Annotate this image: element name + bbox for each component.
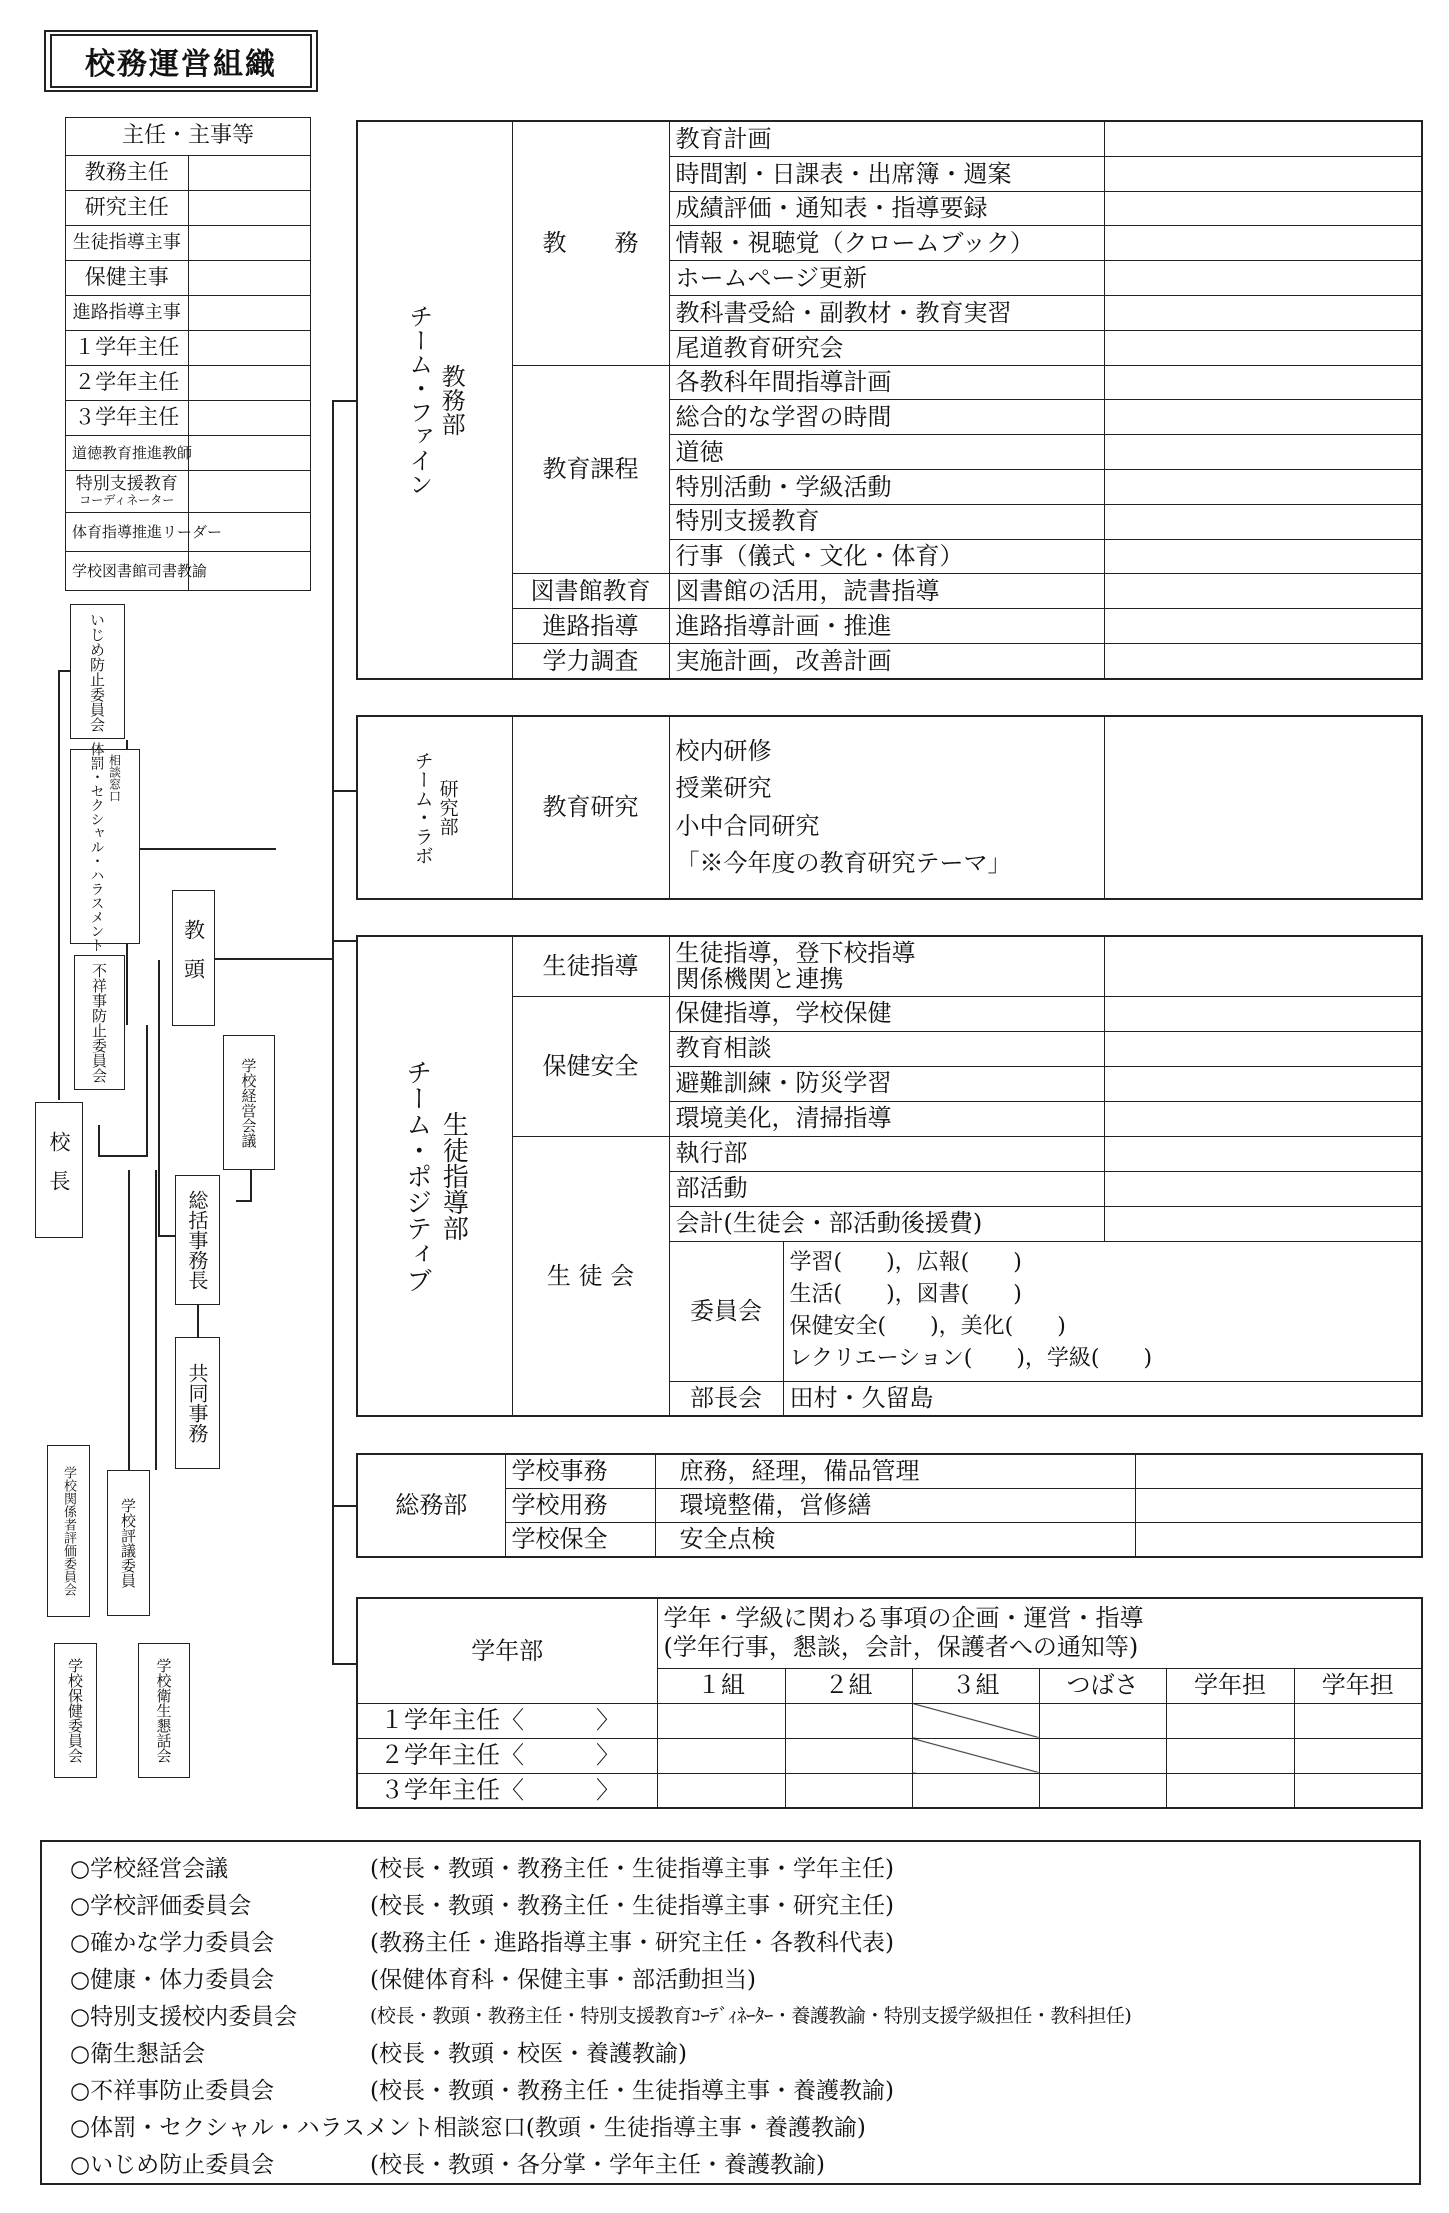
task: 小中合同研究	[675, 811, 820, 840]
branch-fine	[332, 400, 357, 402]
assignee-cell	[1104, 156, 1422, 191]
assignee-cell	[1104, 996, 1422, 1031]
connector	[158, 960, 160, 1235]
committee-row	[70, 1959, 1419, 1996]
gakunen-desc: 学年・学級に関わる事項の企画・運営・指導	[663, 1604, 1144, 1633]
connector	[207, 958, 332, 960]
assignee-cell	[1104, 226, 1422, 261]
somu-table	[356, 1453, 1421, 1558]
seito-shido-area: 生徒指導	[512, 936, 669, 996]
role-name-cell	[188, 261, 311, 296]
assignee-cell	[1104, 435, 1422, 470]
class-cell	[657, 1738, 785, 1773]
team-labo-name: チーム・ラボ	[411, 750, 434, 865]
assignee-cell	[1104, 1031, 1422, 1066]
committee-name: ○体罰・セクシャル・ハラスメント相談窓口	[70, 2115, 526, 2141]
task: 生活( )，図書( )	[789, 1282, 1022, 1308]
role-name-cell	[188, 156, 311, 191]
ijime-committee-label: いじめ防止委員会	[88, 611, 106, 732]
committee-row	[70, 1885, 1419, 1922]
vice-principal-box	[172, 890, 215, 1026]
assignee-cell	[1104, 400, 1422, 435]
task: 総合的な学習の時間	[669, 400, 1104, 435]
role-item-sped	[66, 471, 189, 513]
role-name-cell	[188, 366, 311, 401]
connector	[126, 848, 276, 850]
connector	[128, 1170, 130, 1475]
task: 各教科年間指導計画	[669, 365, 1104, 400]
role-name-cell	[188, 401, 311, 436]
class-cell	[785, 1773, 912, 1808]
assignee-cell	[1135, 1522, 1422, 1557]
role-item: １学年主任	[66, 331, 189, 366]
assignee-cell	[1104, 716, 1422, 899]
class-col-header: つばさ	[1039, 1668, 1166, 1703]
assignee-cell	[1104, 539, 1422, 574]
class-cell	[1039, 1703, 1166, 1738]
general-office-head-label: 総括事務長	[185, 1190, 209, 1290]
committee-members: (教頭・生徒指導主事・養護教諭)	[525, 2115, 866, 2141]
class-col-header: １組	[657, 1668, 785, 1703]
page-title: 校務運営組織	[50, 34, 312, 88]
assignee-cell	[1104, 1066, 1422, 1101]
role-item: ３学年主任	[66, 401, 189, 436]
team-fine-dept: 教務部	[437, 364, 466, 436]
class-cell-struck	[912, 1703, 1039, 1738]
somu-task: 庶務，経理，備品管理	[655, 1454, 1135, 1489]
class-col-header: ３組	[912, 1668, 1039, 1703]
labo-area: 教育研究	[512, 716, 669, 899]
harassment-desk-box	[70, 741, 140, 952]
harassment-desk-sublabel: 相談窓口	[107, 754, 122, 802]
hoken-area: 保健安全	[512, 996, 669, 1136]
vice-principal-label: 教頭	[181, 919, 206, 997]
class-col-header: 学年担	[1166, 1668, 1294, 1703]
shinro-area: 進路指導	[512, 609, 669, 644]
assignee-cell	[1104, 191, 1422, 226]
somu-area: 学校保全	[505, 1522, 655, 1557]
assignee-cell	[1104, 1171, 1422, 1206]
connector	[98, 1155, 148, 1157]
trunk-line	[332, 400, 334, 1663]
hygiene-council-label: 学校衛生懇話会	[154, 1658, 173, 1763]
committee-members: (校長・教頭・各分掌・学年主任・養護教諭)	[370, 2152, 825, 2178]
role-name-cell	[188, 226, 311, 261]
gakuryoku-area: 学力調査	[512, 643, 669, 679]
gakunen-desc-sub: (学年行事，懇談，会計，保護者への通知等)	[663, 1633, 1139, 1662]
committee-row	[70, 2107, 1419, 2144]
task: 特別支援教育	[669, 504, 1104, 539]
role-item: 生徒指導主事	[66, 226, 189, 261]
task: 保健安全( )，美化( )	[789, 1314, 1066, 1339]
task: ホームページ更新	[669, 261, 1104, 296]
somu-task: 安全点検	[655, 1522, 1135, 1557]
assignee-cell	[1104, 330, 1422, 365]
assignee-cell	[1104, 296, 1422, 331]
task: 執行部	[669, 1136, 1104, 1171]
assignee-cell	[1135, 1489, 1422, 1523]
task: 図書館の活用，読書指導	[669, 574, 1104, 609]
committee-name: ○衛生懇話会	[70, 2041, 206, 2067]
task: 環境美化，清掃指導	[669, 1101, 1104, 1136]
fusho-committee-box	[74, 955, 125, 1090]
task: 関係機関と連携	[675, 965, 844, 994]
joint-office-label: 共同事務	[185, 1363, 209, 1443]
task: 道徳	[669, 435, 1104, 470]
assignee-cell	[1135, 1454, 1422, 1489]
seitokai-area: 生 徒 会	[512, 1136, 669, 1416]
role-name-cell	[188, 436, 311, 471]
stakeholder-eval-label: 学校関係者評価委員会	[61, 1466, 76, 1596]
joint-office-box	[175, 1337, 220, 1469]
role-item: 学校図書館司書教諭	[66, 552, 189, 591]
page-title-frame	[44, 30, 318, 92]
role-name-cell	[188, 331, 311, 366]
class-cell	[785, 1738, 912, 1773]
class-cell-struck	[912, 1738, 1039, 1773]
connector	[58, 670, 70, 672]
class-cell	[1166, 1738, 1294, 1773]
assignee-cell	[1104, 1101, 1422, 1136]
committee-members: (校長・教頭・教務主任・生徒指導主事・学年主任)	[370, 1856, 894, 1882]
somu-area: 学校用務	[505, 1489, 655, 1523]
assignee-cell	[1104, 121, 1422, 156]
connector	[58, 670, 60, 1100]
assignee-cell	[1104, 609, 1422, 644]
fusho-committee-label: 不祥事防止委員会	[90, 962, 108, 1083]
ijime-committee-box	[70, 604, 125, 739]
labo-task-cell	[669, 716, 1104, 899]
task: 成績評価・通知表・指導要録	[669, 191, 1104, 226]
task: 実施計画，改善計画	[669, 643, 1104, 679]
assignee-cell	[1104, 504, 1422, 539]
stakeholder-eval-box	[47, 1445, 90, 1617]
task: レクリエーション( )，学級( )	[789, 1345, 1153, 1371]
committee-name: ○健康・体力委員会	[70, 1967, 275, 1993]
task: 時間割・日課表・出席簿・週案	[669, 156, 1104, 191]
grade-head-row: １学年主任〈 〉	[357, 1703, 657, 1738]
committee-members: (校長・教頭・校医・養護教諭)	[370, 2041, 687, 2067]
general-office-head-box	[175, 1175, 220, 1305]
role-name-cell	[188, 471, 311, 513]
role-item: 保健主事	[66, 261, 189, 296]
role-item-sub: コーディネーター	[79, 493, 175, 508]
role-item: 進路指導主事	[66, 296, 189, 331]
tosho-area: 図書館教育	[512, 574, 669, 609]
task: 校内研修	[675, 737, 772, 766]
management-meeting-box	[223, 1035, 275, 1170]
class-col-header: 学年担	[1294, 1668, 1422, 1703]
class-cell	[657, 1773, 785, 1808]
management-meeting-label: 学校経営会議	[239, 1057, 258, 1148]
task: 避難訓練・防災学習	[669, 1066, 1104, 1101]
connector	[155, 1170, 157, 1470]
connector	[236, 1200, 252, 1202]
roles-table	[65, 117, 311, 591]
committee-name: ○確かな学力委員会	[70, 1930, 275, 1956]
committee-row	[70, 1922, 1419, 1959]
grade-head-row: ３学年主任〈 〉	[357, 1773, 657, 1808]
class-cell	[1294, 1703, 1422, 1738]
somu-task: 環境整備，営修繕	[655, 1489, 1135, 1523]
role-item: 体育指導推進リーダー	[66, 513, 189, 552]
committee-list	[40, 1840, 1421, 2185]
class-cell	[1166, 1703, 1294, 1738]
assignee-cell	[1104, 365, 1422, 400]
team-positive-name: チーム・ポジティブ	[401, 1059, 432, 1293]
team-positive-table	[356, 935, 1421, 1417]
committee-row	[70, 2033, 1419, 2070]
committee-row	[70, 2070, 1419, 2107]
task: 特別活動・学級活動	[669, 469, 1104, 504]
task: 教育相談	[669, 1031, 1104, 1066]
committee-name: ○学校経営会議	[70, 1856, 229, 1882]
assignee-cell	[1104, 574, 1422, 609]
assignee-cell	[1104, 469, 1422, 504]
class-cell	[1294, 1773, 1422, 1808]
roles-header: 主任・主事等	[66, 118, 311, 156]
committee-name: ○いじめ防止委員会	[70, 2152, 275, 2178]
role-item: ２学年主任	[66, 366, 189, 401]
task: 教育計画	[669, 121, 1104, 156]
connector	[197, 1303, 199, 1337]
role-name-cell	[188, 296, 311, 331]
task: 生徒指導，登下校指導	[675, 938, 916, 967]
iinkai-items-cell	[783, 1241, 1422, 1381]
iinkai-area: 委員会	[669, 1241, 783, 1381]
class-cell	[657, 1703, 785, 1738]
team-fine-table	[356, 120, 1421, 680]
role-name-cell	[188, 191, 311, 226]
committee-row	[70, 1996, 1419, 2033]
committee-row	[70, 1848, 1419, 1885]
committee-members: (教務主任・進路指導主事・研究主任・各教科代表)	[370, 1930, 894, 1956]
principal-box	[35, 1102, 83, 1238]
task: 情報・視聴覚（クロームブック）	[669, 226, 1104, 261]
task: 部活動	[669, 1171, 1104, 1206]
role-item: 特別支援教育	[75, 474, 178, 495]
task: 「※今年度の教育研究テーマ」	[675, 848, 1012, 877]
class-cell	[1166, 1773, 1294, 1808]
task: 学習( )，広報( )	[789, 1250, 1022, 1276]
class-cell	[912, 1773, 1039, 1808]
role-item: 研究主任	[66, 191, 189, 226]
class-cell	[1039, 1738, 1166, 1773]
role-item: 道徳教育推進教師	[66, 436, 189, 471]
task: 教科書受給・副教材・教育実習	[669, 296, 1104, 331]
connector	[98, 1125, 100, 1155]
somu-area: 学校事務	[505, 1454, 655, 1489]
committee-members: (校長・教頭・教務主任・生徒指導主事・養護教諭)	[370, 2078, 894, 2104]
gakunen-desc-cell	[657, 1598, 1422, 1668]
committee-name: ○学校評価委員会	[70, 1893, 252, 1919]
team-labo-table	[356, 715, 1421, 900]
committee-members: (保健体育科・保健主事・部活動担当)	[370, 1967, 756, 1993]
principal-label: 校長	[47, 1131, 71, 1209]
committee-members: (校長・教頭・教務主任・特別支援教育ｺｰﾃﾞｨﾈｰﾀｰ・養護教諭・特別支援学級担任・教科担任)	[370, 2005, 1132, 2027]
class-cell	[1039, 1773, 1166, 1808]
team-fine-label-cell	[357, 121, 512, 679]
class-cell	[785, 1703, 912, 1738]
team-fine-name: チーム・ファイン	[404, 304, 433, 496]
buchokai-area: 部長会	[669, 1381, 783, 1416]
branch-somu	[332, 1505, 357, 1507]
role-item: 教務主任	[66, 156, 189, 191]
health-committee-box	[54, 1643, 97, 1778]
kyomu-area: 教 務	[512, 121, 669, 365]
team-positive-dept: 生徒指導部	[438, 1111, 469, 1241]
connector	[146, 1025, 148, 1155]
grade-head-row: ２学年主任〈 〉	[357, 1738, 657, 1773]
councilor-box	[107, 1470, 150, 1616]
health-committee-label: 学校保健委員会	[66, 1658, 84, 1763]
seito-shido-task-cell	[669, 936, 1104, 996]
task: 田村・久留島	[783, 1381, 1422, 1416]
gakunen-label: 学年部	[357, 1598, 657, 1703]
assignee-cell	[1104, 936, 1422, 996]
gakunen-table	[356, 1597, 1421, 1809]
assignee-cell	[1104, 643, 1422, 679]
team-labo-dept: 研究部	[436, 779, 459, 836]
class-col-header: ２組	[785, 1668, 912, 1703]
committee-row	[70, 2144, 1419, 2181]
class-cell	[1294, 1738, 1422, 1773]
task: 尾道教育研究会	[669, 330, 1104, 365]
assignee-cell	[1104, 1136, 1422, 1171]
somu-label: 総務部	[357, 1454, 505, 1557]
committee-name: ○特別支援校内委員会	[70, 2004, 298, 2030]
assignee-cell	[1104, 1206, 1422, 1241]
branch-labo	[332, 790, 357, 792]
team-labo-label-cell	[357, 716, 512, 899]
branch-positive	[332, 940, 357, 942]
committee-name: ○不祥事防止委員会	[70, 2078, 275, 2104]
committee-members: (校長・教頭・教務主任・生徒指導主事・研究主任)	[370, 1893, 894, 1919]
task: 会計(生徒会・部活動後援費)	[669, 1206, 1104, 1241]
task: 保健指導，学校保健	[669, 996, 1104, 1031]
assignee-cell	[1104, 261, 1422, 296]
task: 授業研究	[675, 774, 772, 803]
task: 行事（儀式・文化・体育）	[669, 539, 1104, 574]
team-positive-label-cell	[357, 936, 512, 1416]
task: 進路指導計画・推進	[669, 609, 1104, 644]
councilor-label: 学校評議委員	[119, 1498, 137, 1588]
hygiene-council-box	[138, 1643, 190, 1778]
branch-gakunen	[332, 1663, 357, 1665]
harassment-desk-label: 体罰・セクシャル・ハラスメント	[88, 741, 105, 952]
katei-area: 教育課程	[512, 365, 669, 574]
